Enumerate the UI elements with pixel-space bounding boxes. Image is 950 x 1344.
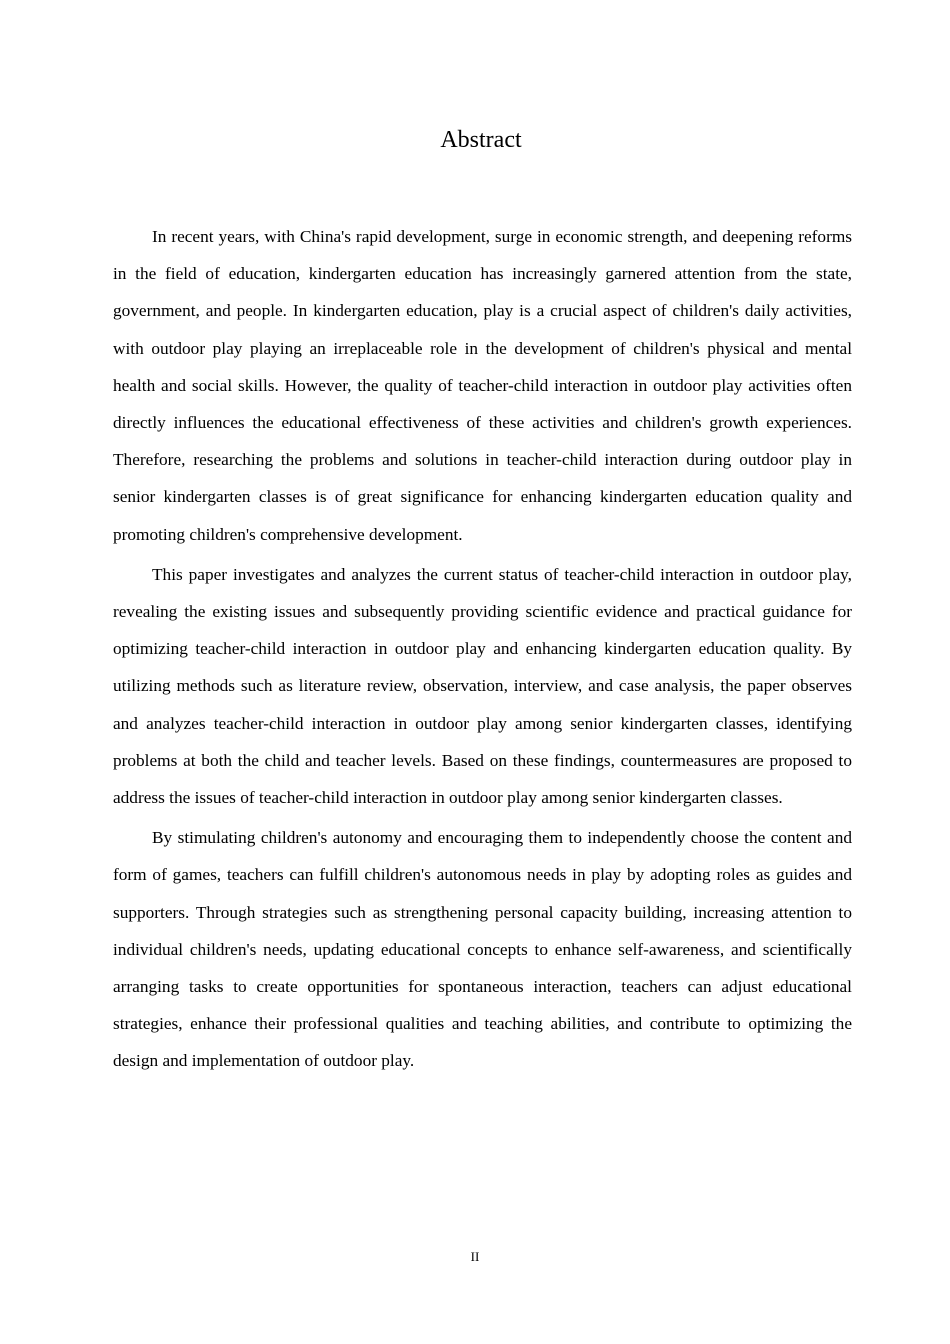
abstract-title: Abstract [440, 127, 522, 153]
page-number: II [470, 1249, 480, 1264]
abstract-paragraph-3: By stimulating children's autonomy and encouraging them to independently choose the content and form of games, teachers can fulfill children's autonomous needs in play by adopting roles as guides and supporters. Through strategies such as strengthening personal capacity building, increasing attention to individual children's needs, updating educational concepts to enhance self-awareness, and scientifically arranging tasks to create opportunities for spontaneous interaction, teachers can adjust educational strategies, enhance their professional qualities and teaching abilities, and contribute to optimizing the design and implementation of outdoor play. [113, 828, 852, 1071]
abstract-body [113, 218, 852, 1083]
abstract-paragraph-2: This paper investigates and analyzes the current status of teacher-child interaction in outdoor play, revealing the existing issues and subsequently providing scientific evidence and practical guidance for optimizing teacher-child interaction in outdoor play and enhancing kindergarten education quality. By utilizing methods such as literature review, observation, interview, and case analysis, the paper observes and analyzes teacher-child interaction in outdoor play among senior kindergarten classes, identifying problems at both the child and teacher levels. Based on these findings, countermeasures are proposed to address the issues of teacher-child interaction in outdoor play among senior kindergarten classes. [113, 564, 852, 808]
abstract-paragraph-1: In recent years, with China's rapid development, surge in economic strength, and deepening reforms in the field of education, kindergarten education has increasingly garnered attention from the state, government, and people. In kindergarten education, play is a crucial aspect of children's daily activities, with outdoor play playing an irreplaceable role in the development of children's physical and mental health and social skills. However, the quality of teacher-child interaction in outdoor play activities often directly influences the educational effectiveness of these activities and children's growth experiences. Therefore, researching the problems and solutions in teacher-child interaction during outdoor play in senior kindergarten classes is of great significance for enhancing kindergarten education quality and promoting children's comprehensive development. [113, 227, 852, 544]
